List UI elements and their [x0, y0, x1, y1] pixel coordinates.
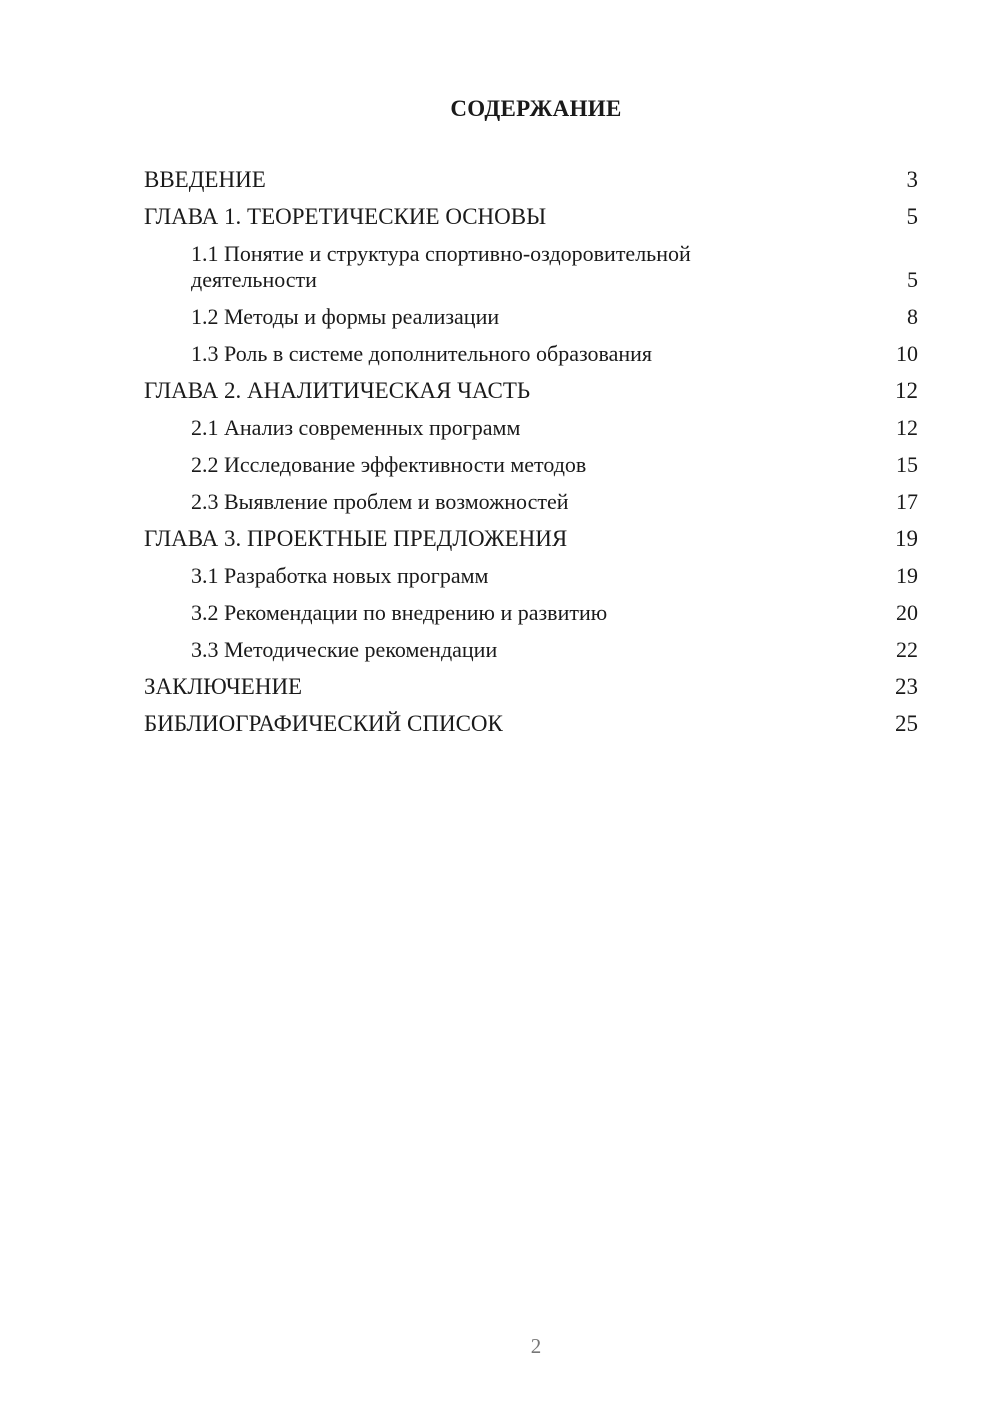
toc-entry-page: 23: [895, 674, 918, 699]
toc-entry-label: 2.1 Анализ современных программ: [191, 415, 521, 440]
toc-entry-label: 2.2 Исследование эффективности методов: [191, 452, 587, 477]
toc-entry-conclusion: [144, 674, 918, 700]
toc-entry-page: 5: [906, 204, 918, 229]
toc-entry-page: 25: [895, 711, 918, 736]
toc-entry-label: 3.1 Разработка новых программ: [191, 563, 489, 588]
toc-entry-page: 5: [907, 267, 918, 292]
toc-entry-page: 17: [896, 489, 918, 514]
toc-entry-bibliography: [144, 711, 918, 737]
toc-entry-section-2-3: [144, 489, 918, 515]
toc-entry-section-2-2: [144, 452, 918, 478]
toc-entry-section-2-1: [144, 415, 918, 441]
toc-entry-label: 2.3 Выявление проблем и возможностей: [191, 489, 569, 514]
toc-entry-label: ГЛАВА 3. ПРОЕКТНЫЕ ПРЕДЛОЖЕНИЯ: [144, 526, 568, 551]
toc-entry-section-1-1: [144, 241, 918, 293]
toc-entry-label: ГЛАВА 1. ТЕОРЕТИЧЕСКИЕ ОСНОВЫ: [144, 204, 547, 229]
toc-entry-label: 1.3 Роль в системе дополнительного образования: [191, 341, 653, 366]
toc-entry-label: 1.2 Методы и формы реализации: [191, 304, 500, 329]
toc-entry-page: 3: [906, 167, 918, 192]
toc-entry-page: 8: [907, 304, 918, 329]
table-of-contents: [144, 167, 918, 748]
toc-entry-page: 12: [896, 415, 918, 440]
toc-entry-introduction: [144, 167, 918, 193]
toc-entry-page: 10: [896, 341, 918, 366]
toc-entry-page: 20: [896, 600, 918, 625]
toc-entry-section-3-2: [144, 600, 918, 626]
toc-entry-chapter-2: [144, 378, 918, 404]
toc-entry-page: 19: [895, 526, 918, 551]
toc-entry-chapter-1: [144, 204, 918, 230]
toc-entry-section-1-3: [144, 341, 918, 367]
toc-entry-label: БИБЛИОГРАФИЧЕСКИЙ СПИСОК: [144, 711, 503, 736]
toc-entry-page: 15: [896, 452, 918, 477]
toc-entry-label: ЗАКЛЮЧЕНИЕ: [144, 674, 303, 699]
page-number: 2: [530, 1334, 542, 1358]
toc-entry-chapter-3: [144, 526, 918, 552]
toc-entry-section-1-2: [144, 304, 918, 330]
toc-entry-section-3-3: [144, 637, 918, 663]
toc-entry-section-3-1: [144, 563, 918, 589]
toc-entry-label: ВВЕДЕНИЕ: [144, 167, 266, 192]
toc-entry-label: ГЛАВА 2. АНАЛИТИЧЕСКАЯ ЧАСТЬ: [144, 378, 531, 403]
toc-entry-page: 12: [895, 378, 918, 403]
toc-entry-page: 19: [896, 563, 918, 588]
toc-entry-label: 3.2 Рекомендации по внедрению и развитию: [191, 600, 608, 625]
toc-entry-page: 22: [896, 637, 918, 662]
page-title: СОДЕРЖАНИЕ: [450, 96, 622, 121]
toc-entry-label: 1.1 Понятие и структура спортивно-оздоровительной деятельности: [191, 241, 691, 292]
toc-entry-label: 3.3 Методические рекомендации: [191, 637, 498, 662]
